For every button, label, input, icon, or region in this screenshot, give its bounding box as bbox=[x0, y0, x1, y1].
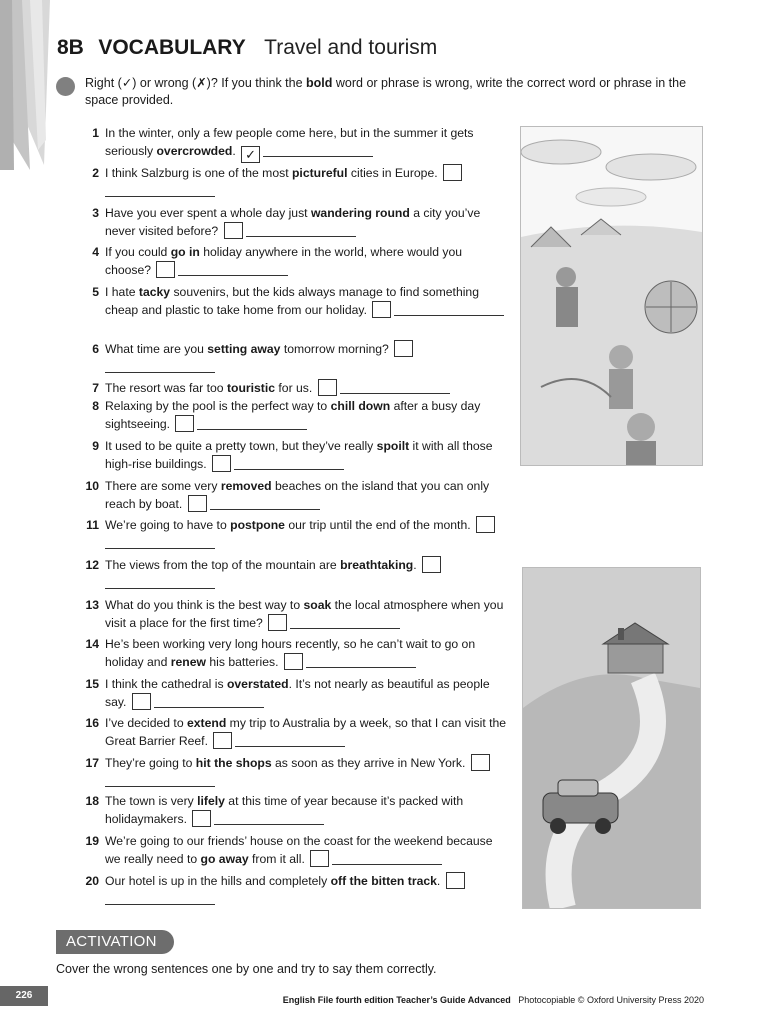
item-target-phrase: lifely bbox=[197, 794, 225, 808]
item-text-post: . It’s not nearly as beautiful as people say. bbox=[105, 677, 490, 709]
answer-line[interactable] bbox=[340, 381, 450, 394]
item-text-post: tomorrow morning? bbox=[280, 342, 389, 356]
item-sentence bbox=[99, 675, 509, 711]
item-sentence bbox=[99, 243, 509, 279]
item-sentence bbox=[99, 754, 509, 790]
answer-line[interactable] bbox=[290, 616, 400, 629]
item-text-pre: The resort was far too bbox=[105, 381, 227, 395]
item-text-post: . bbox=[232, 144, 236, 158]
answer-checkbox[interactable] bbox=[212, 455, 231, 472]
item-number: 15 bbox=[85, 677, 99, 691]
item-text-pre: He’s been working very long hours recently, so he can’t wait to go on holiday and bbox=[105, 637, 476, 669]
item-text-post: the local atmosphere when you visit a place for the first time? bbox=[105, 598, 504, 630]
exercise-item bbox=[79, 754, 509, 790]
instructions-text-pre: Right (✓) or wrong (✗)? If you think the bbox=[85, 76, 307, 90]
item-target-phrase: wandering round bbox=[310, 206, 410, 220]
answer-checkbox[interactable] bbox=[188, 495, 207, 512]
instruction-bullet bbox=[56, 77, 75, 96]
item-target-phrase: touristic bbox=[226, 381, 276, 395]
item-target-phrase: chill down bbox=[330, 399, 391, 413]
item-sentence bbox=[99, 556, 509, 592]
instructions-text-post: word or phrase is wrong, write the correct word or phrase in the space provided. bbox=[85, 76, 687, 107]
item-number: 13 bbox=[85, 598, 99, 612]
item-sentence bbox=[99, 516, 509, 552]
instructions bbox=[85, 75, 705, 109]
item-text-post: from it all. bbox=[248, 852, 305, 866]
item-number: 19 bbox=[85, 834, 99, 848]
exercise-item bbox=[79, 283, 509, 319]
item-target-phrase: tacky bbox=[138, 285, 171, 299]
activation-label: ACTIVATION bbox=[56, 930, 174, 954]
exercise-item bbox=[79, 832, 509, 868]
answer-line[interactable] bbox=[246, 224, 356, 237]
item-text-post: my trip to Australia by a week, so that I can visit the Great Barrier Reef. bbox=[105, 716, 507, 748]
answer-line[interactable] bbox=[263, 144, 373, 157]
item-target-phrase: go away bbox=[200, 852, 249, 866]
item-text-pre: I’ve decided to bbox=[105, 716, 187, 730]
page-title bbox=[57, 36, 437, 60]
item-number: 14 bbox=[85, 637, 99, 651]
item-text-pre: What time are you bbox=[105, 342, 208, 356]
item-sentence bbox=[99, 437, 509, 473]
item-text-pre: We’re going to our friends’ house on the coast for the weekend because we really need to bbox=[105, 834, 493, 866]
item-text-post: a city you’ve never visited before? bbox=[105, 206, 481, 238]
answer-checkbox[interactable] bbox=[175, 415, 194, 432]
answer-checkbox[interactable] bbox=[213, 732, 232, 749]
item-text-post: at this time of year because it’s packed with holidaymakers. bbox=[105, 794, 464, 826]
instructions-text-bold: bold bbox=[306, 76, 333, 90]
item-text-pre: If you could bbox=[105, 245, 171, 259]
answer-line[interactable] bbox=[105, 774, 215, 787]
answer-line[interactable] bbox=[105, 360, 215, 373]
answer-checkbox[interactable] bbox=[471, 754, 490, 771]
item-text-post: . bbox=[413, 558, 417, 572]
item-target-phrase: renew bbox=[170, 655, 206, 669]
answer-line[interactable] bbox=[105, 576, 215, 589]
item-number: 1 bbox=[92, 126, 99, 140]
answer-line[interactable] bbox=[210, 497, 320, 510]
topic-title: Travel and tourism bbox=[264, 36, 438, 59]
item-text-pre: In the winter, only a few people come here, but in the summer it gets seriously bbox=[105, 126, 474, 158]
section-title: VOCABULARY bbox=[98, 36, 246, 59]
answer-line[interactable] bbox=[234, 457, 344, 470]
footer-book: English File fourth edition Teacher’s Guide Advanced bbox=[282, 995, 511, 1005]
item-text-pre: What do you think is the best way to bbox=[105, 598, 304, 612]
item-target-phrase: go in bbox=[170, 245, 200, 259]
answer-line[interactable] bbox=[105, 536, 215, 549]
item-target-phrase: overstated bbox=[226, 677, 289, 691]
item-text-pre: The town is very bbox=[105, 794, 198, 808]
item-number: 9 bbox=[92, 439, 99, 453]
item-text-pre: I think the cathedral is bbox=[105, 677, 227, 691]
item-text-pre: Have you ever spent a whole day just bbox=[105, 206, 311, 220]
item-text-post: beaches on the island that you can only reach by boat. bbox=[105, 479, 490, 511]
item-text-post: his batteries. bbox=[205, 655, 279, 669]
item-text-pre: I hate bbox=[105, 285, 139, 299]
exercise-item bbox=[79, 635, 509, 671]
item-text-post: as soon as they arrive in New York. bbox=[271, 756, 466, 770]
road-illustration bbox=[522, 567, 701, 909]
answer-checkbox[interactable] bbox=[284, 653, 303, 670]
exercise-item bbox=[79, 556, 509, 592]
exercise-item bbox=[79, 675, 509, 711]
item-number: 4 bbox=[92, 245, 99, 259]
footer-copyright: Photocopiable © Oxford University Press 2020 bbox=[518, 995, 704, 1005]
item-sentence bbox=[99, 164, 509, 200]
item-target-phrase: setting away bbox=[207, 342, 281, 356]
answer-checkbox[interactable] bbox=[443, 164, 462, 181]
answer-checkbox[interactable] bbox=[192, 810, 211, 827]
exercise-item bbox=[79, 243, 509, 279]
item-sentence bbox=[99, 872, 509, 908]
answer-line[interactable] bbox=[214, 812, 324, 825]
item-sentence bbox=[99, 379, 509, 397]
item-number: 12 bbox=[85, 558, 99, 572]
item-text-post: holiday anywhere in the world, where would you choose? bbox=[105, 245, 463, 277]
item-target-phrase: spoilt bbox=[376, 439, 410, 453]
footer bbox=[283, 995, 704, 1005]
item-sentence bbox=[99, 832, 509, 868]
exercise-item bbox=[79, 477, 509, 513]
answer-checkbox[interactable] bbox=[394, 340, 413, 357]
exercise-item bbox=[79, 397, 509, 433]
exercise-item bbox=[79, 340, 509, 376]
answer-line[interactable] bbox=[306, 655, 416, 668]
item-text-pre: It used to be quite a pretty town, but they’ve really bbox=[105, 439, 377, 453]
corner-decoration bbox=[0, 0, 50, 170]
item-sentence bbox=[99, 283, 509, 319]
item-text-post: our trip until the end of the month. bbox=[284, 518, 471, 532]
item-sentence bbox=[99, 204, 509, 240]
exercise-item bbox=[79, 872, 509, 908]
item-target-phrase: hit the shops bbox=[195, 756, 272, 770]
item-number: 7 bbox=[92, 381, 99, 395]
item-target-phrase: soak bbox=[303, 598, 332, 612]
item-number: 8 bbox=[92, 399, 99, 413]
item-number: 20 bbox=[85, 874, 99, 888]
item-sentence bbox=[99, 714, 509, 750]
exercise-item bbox=[79, 516, 509, 552]
answer-checkbox[interactable] bbox=[268, 614, 287, 631]
item-target-phrase: overcrowded bbox=[156, 144, 233, 158]
item-text-post: for us. bbox=[275, 381, 313, 395]
item-target-phrase: removed bbox=[220, 479, 272, 493]
exercise-item bbox=[79, 164, 509, 200]
item-text-pre: We’re going to have to bbox=[105, 518, 231, 532]
item-sentence bbox=[99, 596, 509, 632]
item-text-pre: There are some very bbox=[105, 479, 221, 493]
answer-checkbox[interactable]: ✓ bbox=[241, 146, 260, 163]
item-number: 11 bbox=[86, 518, 99, 532]
item-sentence bbox=[99, 124, 509, 163]
answer-checkbox[interactable] bbox=[372, 301, 391, 318]
answer-checkbox[interactable] bbox=[310, 850, 329, 867]
item-text-pre: The views from the top of the mountain are bbox=[105, 558, 341, 572]
item-target-phrase: extend bbox=[186, 716, 227, 730]
item-number: 16 bbox=[85, 716, 99, 730]
answer-checkbox[interactable] bbox=[156, 261, 175, 278]
item-target-phrase: off the bitten track bbox=[330, 874, 437, 888]
answer-line[interactable] bbox=[105, 892, 215, 905]
answer-line[interactable] bbox=[105, 184, 215, 197]
item-sentence bbox=[99, 792, 509, 828]
item-sentence bbox=[99, 397, 509, 433]
item-sentence bbox=[99, 340, 509, 376]
item-sentence bbox=[99, 635, 509, 671]
answer-checkbox[interactable] bbox=[224, 222, 243, 239]
item-text-pre: I think Salzburg is one of the most bbox=[105, 166, 292, 180]
exercise-item bbox=[79, 204, 509, 240]
item-text-post: after a busy day sightseeing. bbox=[105, 399, 481, 431]
exercise-item bbox=[79, 792, 509, 828]
activation-text: Cover the wrong sentences one by one and try to say them correctly. bbox=[56, 962, 437, 976]
item-text-pre: Relaxing by the pool is the perfect way to bbox=[105, 399, 331, 413]
item-sentence bbox=[99, 477, 509, 513]
answer-checkbox[interactable] bbox=[132, 693, 151, 710]
exercise-item bbox=[79, 124, 509, 163]
answer-line[interactable] bbox=[235, 734, 345, 747]
answer-line[interactable] bbox=[394, 303, 504, 316]
item-text-post: it with all those high-rise buildings. bbox=[105, 439, 493, 471]
item-text-pre: Our hotel is up in the hills and completely bbox=[105, 874, 331, 888]
exercise-item bbox=[79, 437, 509, 473]
answer-line[interactable] bbox=[154, 695, 264, 708]
item-text-post: souvenirs, but the kids always manage to find something cheap and plastic to take home from our holiday. bbox=[105, 285, 479, 317]
item-target-phrase: postpone bbox=[230, 518, 285, 532]
item-number: 3 bbox=[92, 206, 99, 220]
answer-checkbox[interactable] bbox=[446, 872, 465, 889]
exercise-item bbox=[79, 714, 509, 750]
answer-line[interactable] bbox=[332, 852, 442, 865]
exercise-item bbox=[79, 596, 509, 632]
page-number: 226 bbox=[0, 986, 48, 1006]
lesson-code: 8B bbox=[57, 36, 84, 59]
item-number: 5 bbox=[92, 285, 99, 299]
answer-checkbox[interactable] bbox=[422, 556, 441, 573]
answer-checkbox[interactable] bbox=[318, 379, 337, 396]
answer-checkbox[interactable] bbox=[476, 516, 495, 533]
item-number: 18 bbox=[85, 794, 99, 808]
item-number: 6 bbox=[92, 342, 99, 356]
item-number: 2 bbox=[92, 166, 99, 180]
item-text-post: cities in Europe. bbox=[347, 166, 438, 180]
answer-line[interactable] bbox=[178, 263, 288, 276]
beach-illustration bbox=[520, 126, 703, 466]
item-target-phrase: pictureful bbox=[291, 166, 348, 180]
exercise-item bbox=[79, 379, 509, 397]
item-number: 17 bbox=[85, 756, 99, 770]
answer-line[interactable] bbox=[197, 417, 307, 430]
item-text-post: . bbox=[436, 874, 441, 888]
item-text-pre: They’re going to bbox=[105, 756, 196, 770]
item-target-phrase: breathtaking bbox=[340, 558, 414, 572]
item-number: 10 bbox=[85, 479, 99, 493]
